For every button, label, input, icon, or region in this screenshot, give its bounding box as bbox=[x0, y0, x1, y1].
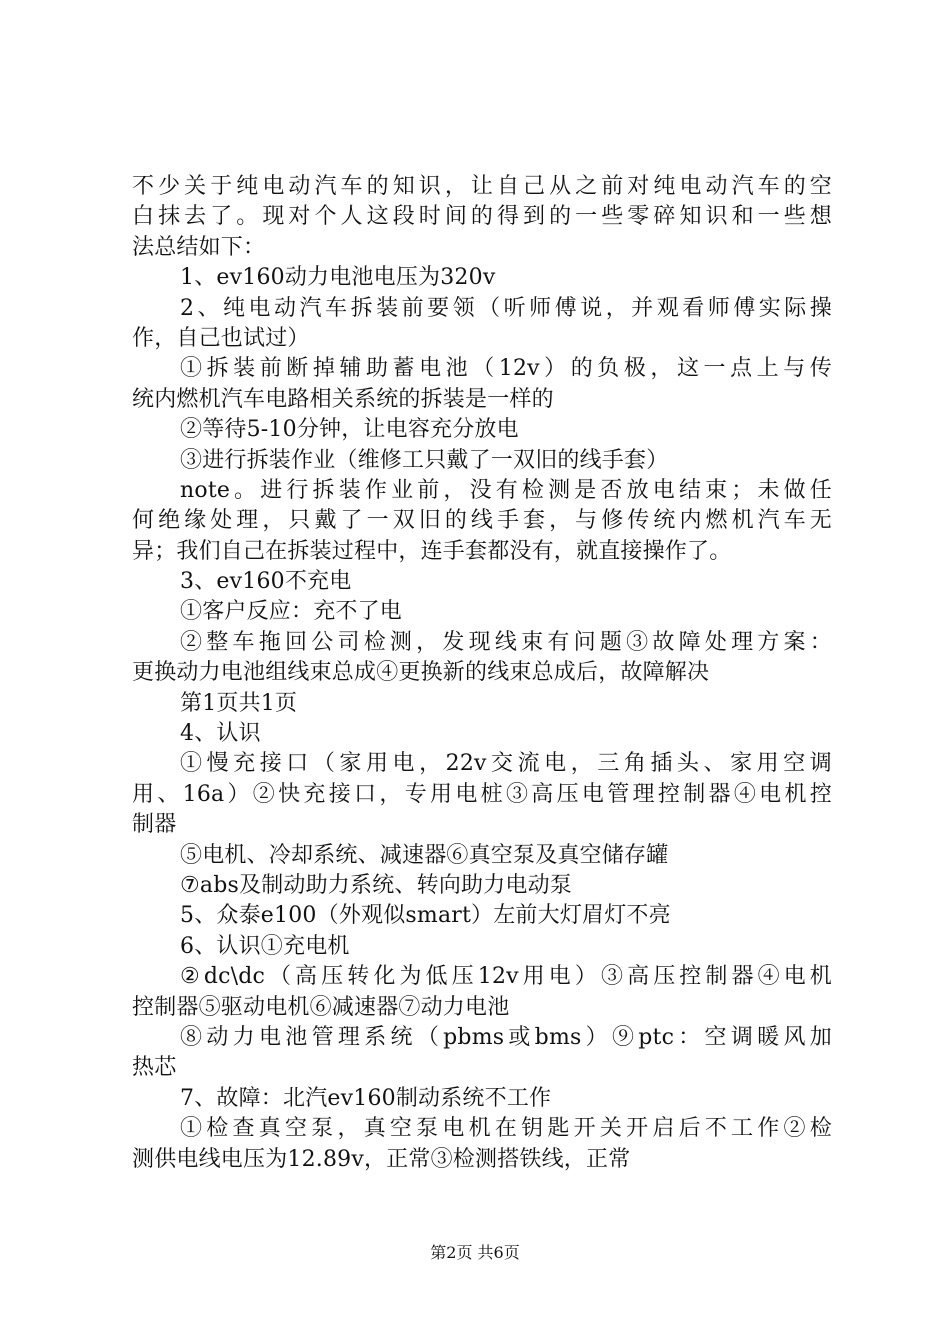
text-line: 3、ev160不充电 bbox=[180, 569, 352, 595]
text-line: 作，自己也试过） bbox=[132, 325, 310, 351]
text-line: 2、纯电动汽车拆装前要领（听师傅说，并观看师傅实际操 bbox=[180, 295, 832, 321]
text-line: ③进行拆装作业（维修工只戴了一双旧的线手套） bbox=[180, 447, 669, 473]
text-line: 制器 bbox=[132, 812, 177, 838]
text-line: 更换动力电池组线束总成④更换新的线束总成后，故障解决 bbox=[132, 660, 710, 686]
text-line: note。进行拆装作业前，没有检测是否放电结束；未做任 bbox=[180, 477, 832, 503]
text-line: 1、ev160动力电池电压为320v bbox=[180, 265, 496, 291]
text-line: ①检查真空泵，真空泵电机在钥匙开关开启后不工作②检 bbox=[180, 1116, 832, 1142]
text-line: ①拆装前断掉辅助蓄电池（12v）的负极，这一点上与传 bbox=[180, 356, 832, 382]
text-line: ①客户反应：充不了电 bbox=[180, 599, 403, 625]
text-line: ②等待5-10分钟，让电容充分放电 bbox=[180, 417, 519, 443]
text-line: 4、认识 bbox=[180, 721, 261, 747]
text-line: 异；我们自己在拆装过程中，连手套都没有，就直接操作了。 bbox=[132, 538, 732, 564]
text-line: 6、认识①充电机 bbox=[180, 933, 350, 959]
page-number-footer: 第2页 共6页 bbox=[430, 1243, 520, 1262]
text-line: 不少关于纯电动汽车的知识，让自己从之前对纯电动汽车的空 bbox=[132, 174, 832, 199]
text-line: 控制器⑤驱动电机⑥减速器⑦动力电池 bbox=[132, 994, 510, 1020]
text-line: ②整车拖回公司检测，发现线束有问题③故障处理方案： bbox=[180, 629, 832, 655]
text-line: 用、16a）②快充接口，专用电桩③高压电管理控制器④电机控 bbox=[132, 781, 832, 807]
text-line: 白抹去了。现对个人这段时间的得到的一些零碎知识和一些想 bbox=[132, 204, 832, 230]
text-line: ②dc\dc（高压转化为低压12v用电）③高压控制器④电机 bbox=[180, 964, 832, 990]
text-line: 法总结如下： bbox=[132, 234, 266, 260]
text-line: 7、故障：北汽ev160制动系统不工作 bbox=[180, 1085, 552, 1111]
text-line: 统内燃机汽车电路相关系统的拆装是一样的 bbox=[132, 386, 554, 412]
text-line: ⑧动力电池管理系统（pbms或bms）⑨ptc：空调暖风加 bbox=[180, 1024, 832, 1050]
text-line: ⑤电机、冷却系统、减速器⑥真空泵及真空储存罐 bbox=[180, 842, 669, 868]
inline-page-marker: 第1页共1页 bbox=[180, 690, 298, 716]
text-line: ⑦abs及制动助力系统、转向助力电动泵 bbox=[180, 872, 573, 898]
text-line: 测供电线电压为12.89v，正常③检测搭铁线，正常 bbox=[132, 1146, 631, 1172]
text-line: ①慢充接口（家用电，22v交流电，三角插头、家用空调 bbox=[180, 751, 832, 777]
text-line: 何绝缘处理，只戴了一双旧的线手套，与修传统内燃机汽车无 bbox=[132, 508, 832, 534]
text-line: 热芯 bbox=[132, 1055, 177, 1081]
text-line: 5、众泰e100（外观似smart）左前大灯眉灯不亮 bbox=[180, 903, 671, 929]
document-body bbox=[132, 172, 832, 1175]
